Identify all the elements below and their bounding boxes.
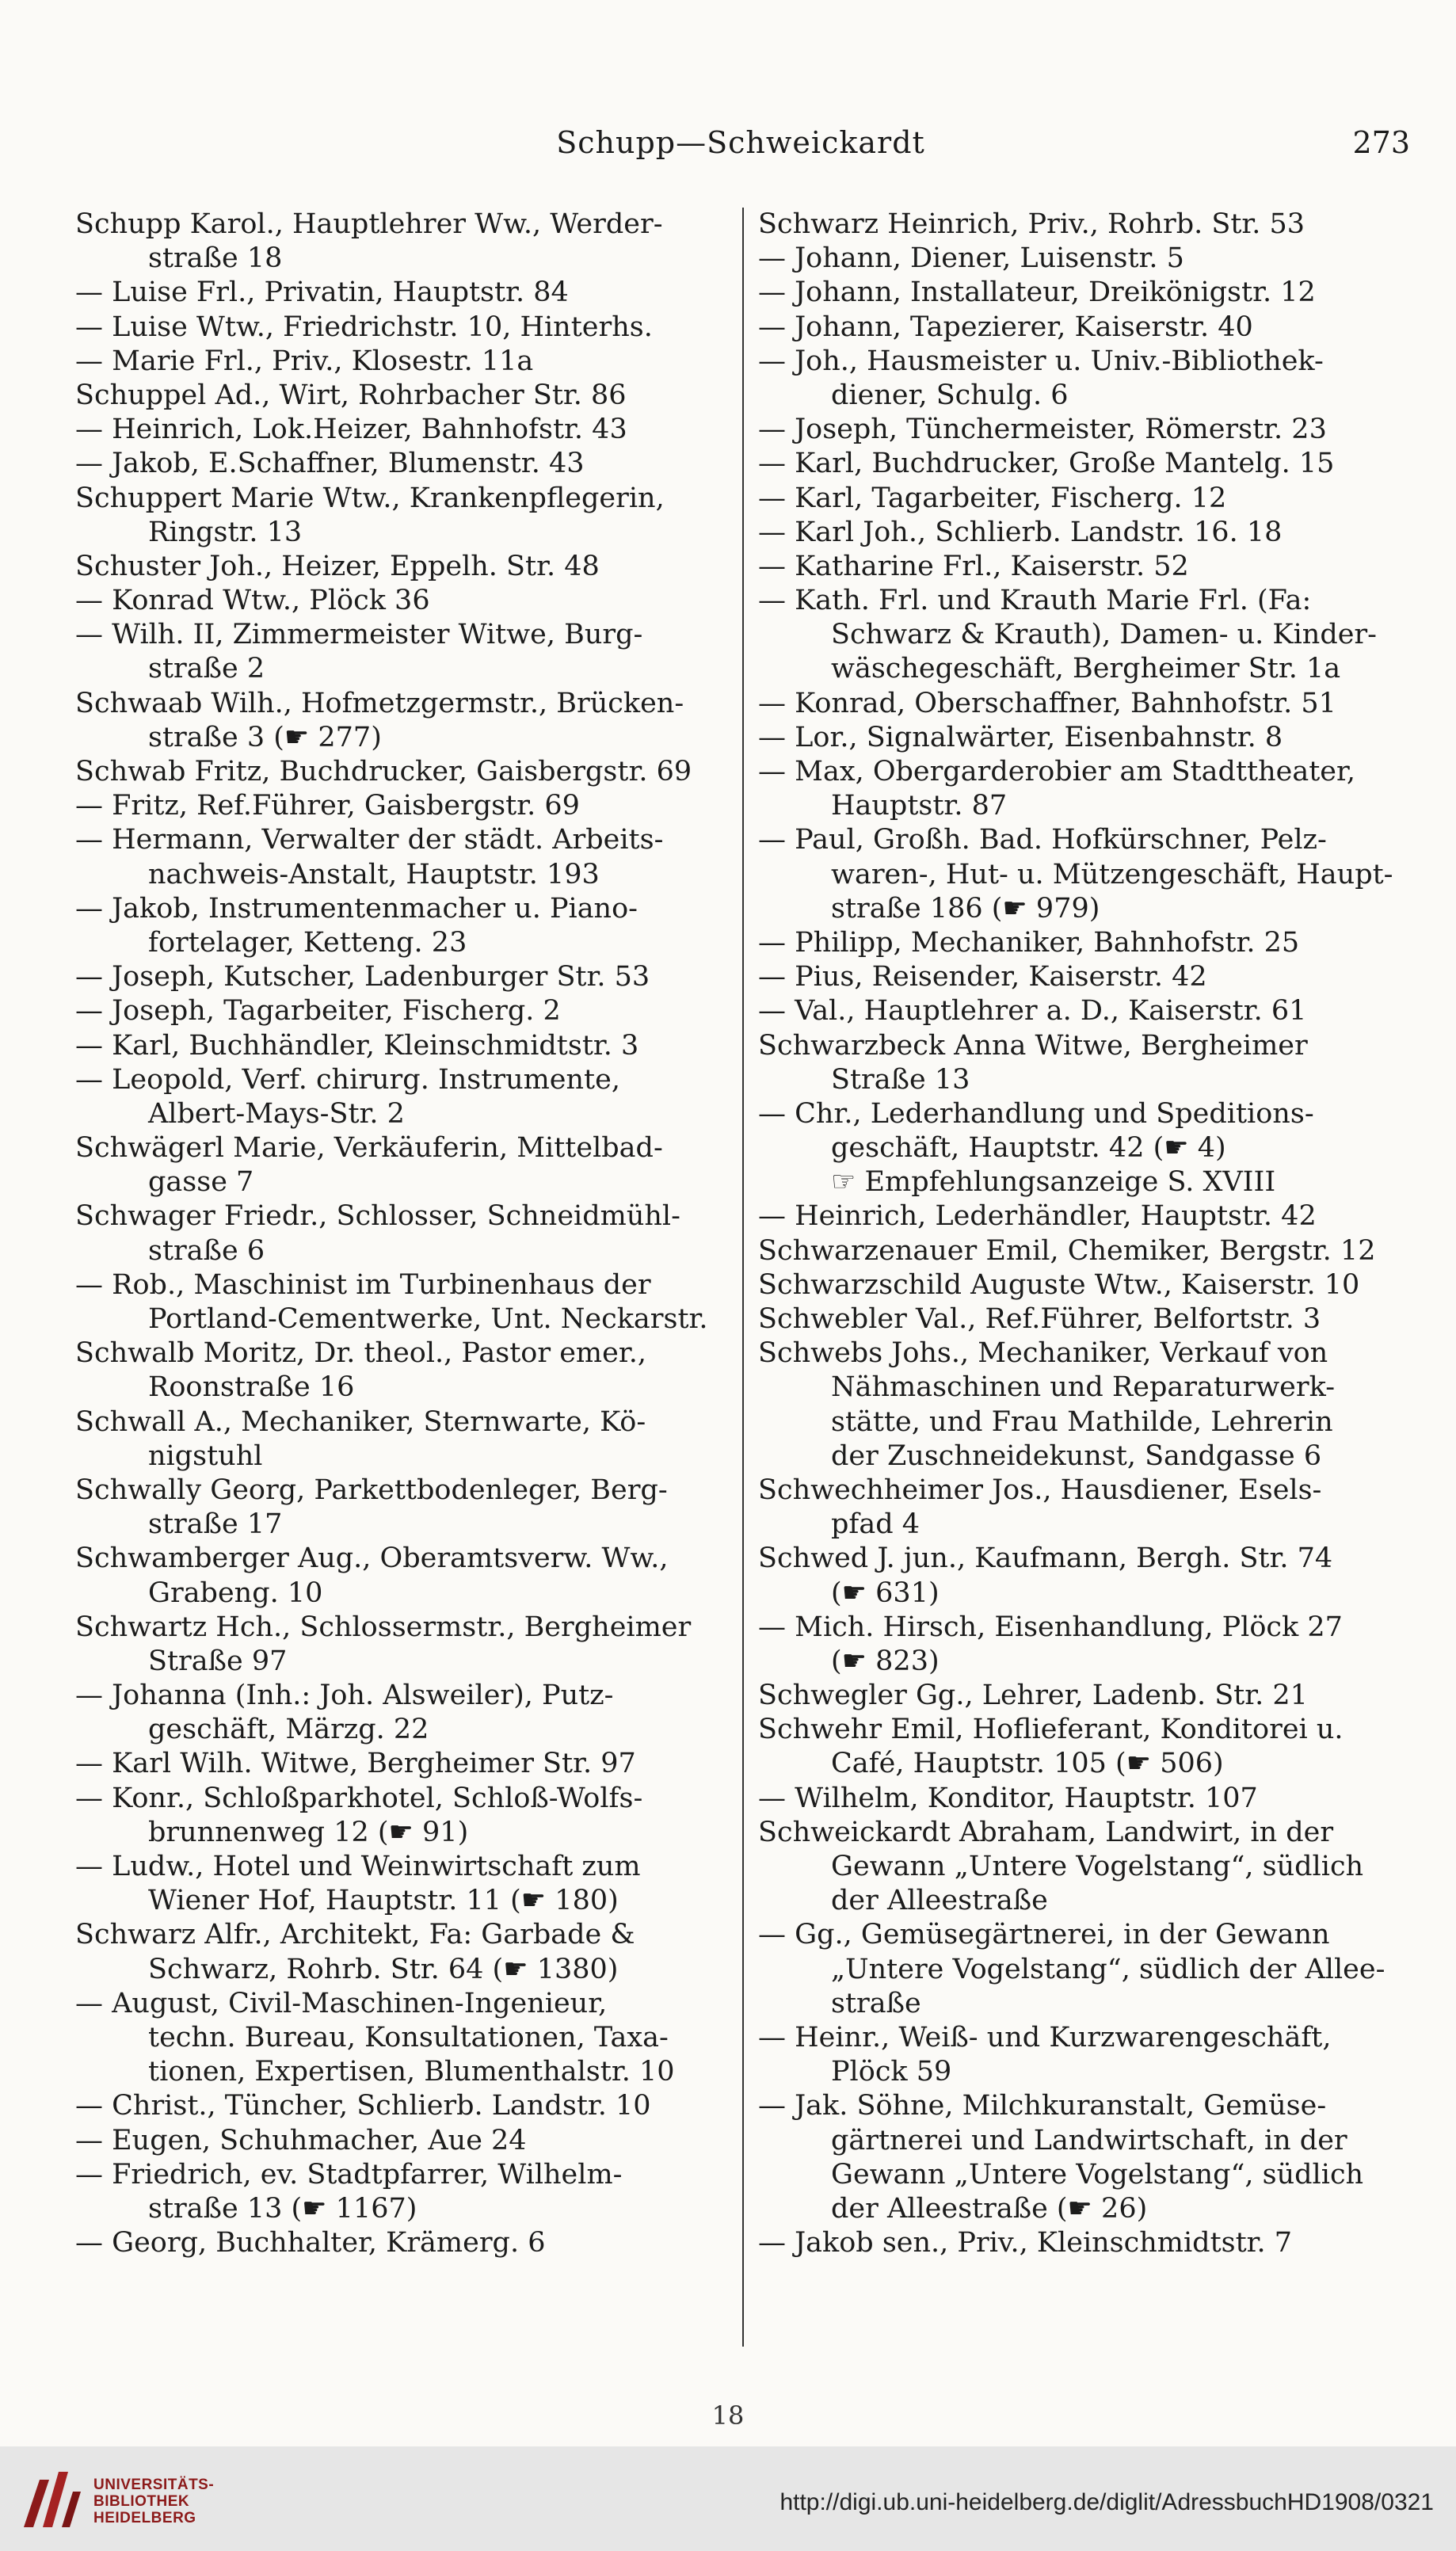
right-column <box>758 208 1414 2362</box>
directory-entry-line: Schuppert Marie Wtw., Krankenpflegerin, <box>75 482 665 514</box>
directory-entry-line: stätte, und Frau Mathilde, Lehrerin <box>831 1405 1333 1438</box>
library-name-line: HEIDELBERG <box>93 2510 196 2526</box>
directory-entry-line: pfad 4 <box>831 1508 920 1541</box>
directory-entry-line: — Konr., Schloßparkhotel, Schloß-Wolfs- <box>75 1782 643 1814</box>
directory-columns <box>75 208 1414 2362</box>
directory-entry-line: — Marie Frl., Priv., Klosestr. 11a <box>75 345 534 377</box>
directory-entry-line: — Karl Wilh. Witwe, Bergheimer Str. 97 <box>75 1748 636 1780</box>
directory-entry-line: Straße 13 <box>831 1063 970 1096</box>
directory-entry-line: — Paul, Großh. Bad. Hofkürschner, Pelz- <box>758 824 1327 856</box>
directory-entry-line: — Luise Frl., Privatin, Hauptstr. 84 <box>75 276 569 309</box>
directory-entry-line: — Hermann, Verwalter der städt. Arbeits- <box>75 824 664 856</box>
directory-entry-line: gasse 7 <box>148 1166 254 1199</box>
directory-entry-line: Hauptstr. 87 <box>831 790 1008 822</box>
directory-entry-line: fortelager, Ketteng. 23 <box>148 926 467 959</box>
directory-entry-line: Café, Hauptstr. 105 (☛ 506) <box>831 1748 1224 1780</box>
directory-entry-line: Schwamberger Aug., Oberamtsverw. Ww., <box>75 1542 669 1575</box>
directory-entry-line: wäschegeschäft, Bergheimer Str. 1a <box>831 653 1341 685</box>
directory-entry-line: geschäft, Märzg. 22 <box>148 1714 429 1746</box>
directory-entry-line: straße 17 <box>148 1508 283 1541</box>
running-title: Schupp—Schweickardt <box>556 125 925 160</box>
directory-entry-line: — Wilhelm, Konditor, Hauptstr. 107 <box>758 1782 1258 1814</box>
directory-entry-line: Albert-Mays-Str. 2 <box>148 1097 405 1130</box>
directory-entry-line: Schwegler Gg., Lehrer, Ladenb. Str. 21 <box>758 1680 1308 1712</box>
directory-entry-line: — Pius, Reisender, Kaiserstr. 42 <box>758 961 1207 993</box>
directory-entry-line: — Fritz, Ref.Führer, Gaisbergstr. 69 <box>75 790 580 822</box>
directory-entry-line: straße 13 (☛ 1167) <box>148 2192 417 2225</box>
directory-entry-line: (☛ 823) <box>831 1645 940 1677</box>
directory-entry-line: Gewann „Untere Vogelstang“, südlich <box>831 2158 1364 2191</box>
directory-entry-line: — Konrad Wtw., Plöck 36 <box>75 585 430 617</box>
directory-entry-line: Schwally Georg, Parkettbodenleger, Berg- <box>75 1474 668 1506</box>
directory-entry-line: — Gg., Gemüsegärtnerei, in der Gewann <box>758 1919 1330 1951</box>
directory-entry-line: — Joseph, Tünchermeister, Römerstr. 23 <box>758 414 1327 446</box>
directory-entry-line: Schwägerl Marie, Verkäuferin, Mittelbad- <box>75 1132 663 1165</box>
directory-entry-line: — Philipp, Mechaniker, Bahnhofstr. 25 <box>758 926 1300 959</box>
directory-entry-line: — Johanna (Inh.: Joh. Alsweiler), Putz- <box>75 1680 614 1712</box>
directory-entry-line: diener, Schulg. 6 <box>831 379 1069 411</box>
directory-entry-line: der Alleestraße <box>831 1885 1048 1917</box>
directory-entry-line: — Karl Joh., Schlierb. Landstr. 16. 18 <box>758 516 1283 548</box>
directory-entry-line: — Karl, Tagarbeiter, Fischerg. 12 <box>758 482 1227 514</box>
directory-entry-line: — Jakob, E.Schaffner, Blumenstr. 43 <box>75 448 585 480</box>
directory-entry-line: — Johann, Tapezierer, Kaiserstr. 40 <box>758 311 1253 343</box>
directory-entry-line: — Christ., Tüncher, Schlierb. Landstr. 10 <box>75 2090 651 2122</box>
directory-entry-line: — Johann, Diener, Luisenstr. 5 <box>758 242 1184 275</box>
directory-entry-line: — August, Civil-Maschinen-Ingenieur, <box>75 1987 608 2019</box>
directory-entry-line: Schwed J. jun., Kaufmann, Bergh. Str. 74 <box>758 1542 1333 1575</box>
directory-entry-line: — Karl, Buchhändler, Kleinschmidtstr. 3 <box>75 1029 639 1062</box>
directory-entry-line: — Lor., Signalwärter, Eisenbahnstr. 8 <box>758 721 1283 753</box>
directory-entry-line: brunnenweg 12 (☛ 91) <box>148 1816 469 1848</box>
directory-entry-line: Schwager Friedr., Schlosser, Schneidmühl- <box>75 1200 680 1233</box>
directory-entry-line: — Friedrich, ev. Stadtpfarrer, Wilhelm- <box>75 2158 623 2191</box>
directory-entry-line: Schwarz & Krauth), Damen- u. Kinder- <box>831 619 1377 651</box>
left-column <box>75 208 725 2362</box>
directory-entry-line: Schuppel Ad., Wirt, Rohrbacher Str. 86 <box>75 379 627 411</box>
directory-entry-line: — Kath. Frl. und Krauth Marie Frl. (Fa: <box>758 585 1312 617</box>
directory-entry-line: Schuster Joh., Heizer, Eppelh. Str. 48 <box>75 550 600 582</box>
directory-entry-line: Schwalb Moritz, Dr. theol., Pastor emer., <box>75 1337 646 1370</box>
directory-entry-line: — Rob., Maschinist im Turbinenhaus der <box>75 1268 651 1301</box>
directory-entry-line: ☞ Empfehlungsanzeige S. XVIII <box>831 1166 1276 1199</box>
directory-entry-line: Schwebs Johs., Mechaniker, Verkauf von <box>758 1337 1328 1370</box>
directory-entry-line: Schweickardt Abraham, Landwirt, in der <box>758 1816 1334 1848</box>
source-url-link[interactable]: http://digi.ub.uni-heidelberg.de/diglit/AdressbuchHD1908/0321 <box>779 2489 1434 2515</box>
directory-entry-line: der Zuschneidekunst, Sandgasse 6 <box>831 1439 1322 1472</box>
directory-entry-line: — Georg, Buchhalter, Krämerg. 6 <box>75 2227 546 2259</box>
directory-entry-line: Schwarzbeck Anna Witwe, Bergheimer <box>758 1029 1308 1062</box>
directory-entry-line: — Heinrich, Lok.Heizer, Bahnhofstr. 43 <box>75 414 627 446</box>
directory-entry-line: — Ludw., Hotel und Weinwirtschaft zum <box>75 1851 641 1882</box>
library-logo-icon <box>16 2464 87 2535</box>
directory-entry-line: Schwartz Hch., Schlossermstr., Bergheimer <box>75 1611 692 1643</box>
directory-entry-line: geschäft, Hauptstr. 42 (☛ 4) <box>831 1132 1226 1165</box>
directory-entry-line: Ringstr. 13 <box>148 516 303 548</box>
directory-entry-line: straße 18 <box>148 242 283 275</box>
viewer-footer-bar <box>0 2446 1456 2551</box>
page-header <box>71 119 1410 166</box>
directory-entry-line: — Luise Wtw., Friedrichstr. 10, Hinterhs. <box>75 311 653 343</box>
directory-entry-line: gärtnerei und Landwirtschaft, in der <box>831 2124 1347 2156</box>
directory-entry-line: Schwab Fritz, Buchdrucker, Gaisbergstr. 69 <box>75 756 692 787</box>
directory-entry-line: straße 6 <box>148 1234 265 1267</box>
directory-entry-line: Grabeng. 10 <box>148 1577 323 1609</box>
column-divider <box>742 208 744 2347</box>
directory-entry-line: — Chr., Lederhandlung und Speditions- <box>758 1097 1314 1130</box>
directory-entry-line: nachweis-Anstalt, Hauptstr. 193 <box>148 858 600 890</box>
directory-entry-line: Schwehr Emil, Hoflieferant, Konditorei u. <box>758 1714 1344 1746</box>
directory-entry-line: Schwarz, Rohrb. Str. 64 (☛ 1380) <box>148 1953 619 1985</box>
directory-entry-line: Roonstraße 16 <box>148 1371 355 1404</box>
directory-entry-line: — Joseph, Kutscher, Ladenburger Str. 53 <box>75 961 650 993</box>
directory-entry-line: Schwarzenauer Emil, Chemiker, Bergstr. 12 <box>758 1234 1376 1267</box>
directory-entry-line: Schwarzschild Auguste Wtw., Kaiserstr. 10 <box>758 1268 1360 1301</box>
directory-entry-line: Schwarz Heinrich, Priv., Rohrb. Str. 53 <box>758 208 1305 240</box>
directory-entry-line: — Wilh. II, Zimmermeister Witwe, Burg- <box>75 619 643 651</box>
directory-entry-line: „Untere Vogelstang“, südlich der Allee- <box>831 1953 1385 1985</box>
sheet-number: 18 <box>711 2400 745 2431</box>
directory-entry-line: — Konrad, Oberschaffner, Bahnhofstr. 51 <box>758 687 1336 719</box>
directory-entry-line: — Leopold, Verf. chirurg. Instrumente, <box>75 1063 620 1096</box>
directory-entry-line: straße <box>831 1987 921 2019</box>
directory-entry-line: waren-, Hut- u. Mützengeschäft, Haupt- <box>831 858 1393 890</box>
directory-entry-line: tionen, Expertisen, Blumenthalstr. 10 <box>148 2056 675 2088</box>
directory-entry-line: — Joh., Hausmeister u. Univ.-Bibliothek- <box>758 345 1324 377</box>
directory-entry-line: (☛ 631) <box>831 1577 940 1609</box>
directory-entry-line: Gewann „Untere Vogelstang“, südlich <box>831 1851 1364 1882</box>
directory-entry-line: — Val., Hauptlehrer a. D., Kaiserstr. 61 <box>758 995 1307 1028</box>
directory-entry-line: Plöck 59 <box>831 2056 952 2088</box>
directory-entry-line: Schwarz Alfr., Architekt, Fa: Garbade & <box>75 1919 635 1951</box>
directory-entry-line: — Mich. Hirsch, Eisenhandlung, Plöck 27 <box>758 1611 1343 1643</box>
library-name-line: UNIVERSITÄTS- <box>93 2477 215 2493</box>
directory-entry-line: — Max, Obergarderobier am Stadttheater, <box>758 756 1355 787</box>
directory-entry-line: Schwaab Wilh., Hofmetzgermstr., Brücken- <box>75 687 684 719</box>
directory-entry-line: straße 2 <box>148 653 265 685</box>
library-name <box>93 2477 214 2526</box>
page-number: 273 <box>1352 125 1410 160</box>
directory-entry-line: — Eugen, Schuhmacher, Aue 24 <box>75 2124 527 2156</box>
directory-entry-line: — Jakob sen., Priv., Kleinschmidtstr. 7 <box>758 2227 1293 2259</box>
directory-entry-line: Wiener Hof, Hauptstr. 11 (☛ 180) <box>148 1885 619 1917</box>
directory-entry-line: — Jak. Söhne, Milchkuranstalt, Gemüse- <box>758 2090 1327 2122</box>
directory-entry-line: Schwall A., Mechaniker, Sternwarte, Kö- <box>75 1405 646 1438</box>
directory-entry-line: der Alleestraße (☛ 26) <box>831 2192 1148 2225</box>
directory-entry-line: Schwebler Val., Ref.Führer, Belfortstr. 3 <box>758 1303 1321 1335</box>
library-name-line: BIBLIOTHEK <box>93 2493 190 2510</box>
directory-entry-line: — Joseph, Tagarbeiter, Fischerg. 2 <box>75 995 561 1028</box>
directory-entry-line: — Karl, Buchdrucker, Große Mantelg. 15 <box>758 448 1335 480</box>
directory-entry-line: Portland-Cementwerke, Unt. Neckarstr. <box>148 1303 708 1335</box>
directory-entry-line: — Heinr., Weiß- und Kurzwarengeschäft, <box>758 2021 1332 2053</box>
directory-entry-line: Schupp Karol., Hauptlehrer Ww., Werder- <box>75 208 663 240</box>
directory-entry-line: straße 3 (☛ 277) <box>148 721 382 753</box>
directory-entry-line: Nähmaschinen und Reparaturwerk- <box>831 1371 1336 1404</box>
directory-entry-line: Straße 97 <box>148 1645 288 1677</box>
directory-entry-line: straße 186 (☛ 979) <box>831 892 1100 925</box>
directory-entry-line: — Jakob, Instrumentenmacher u. Piano- <box>75 892 638 925</box>
directory-entry-line: nigstuhl <box>148 1439 263 1472</box>
directory-entry-line: — Johann, Installateur, Dreikönigstr. 12 <box>758 276 1316 309</box>
directory-entry-line: — Katharine Frl., Kaiserstr. 52 <box>758 550 1189 582</box>
directory-entry-line: — Heinrich, Lederhändler, Hauptstr. 42 <box>758 1200 1317 1233</box>
directory-entry-line: techn. Bureau, Konsultationen, Taxa- <box>148 2021 669 2053</box>
directory-entry-line: Schwechheimer Jos., Hausdiener, Esels- <box>758 1474 1322 1506</box>
